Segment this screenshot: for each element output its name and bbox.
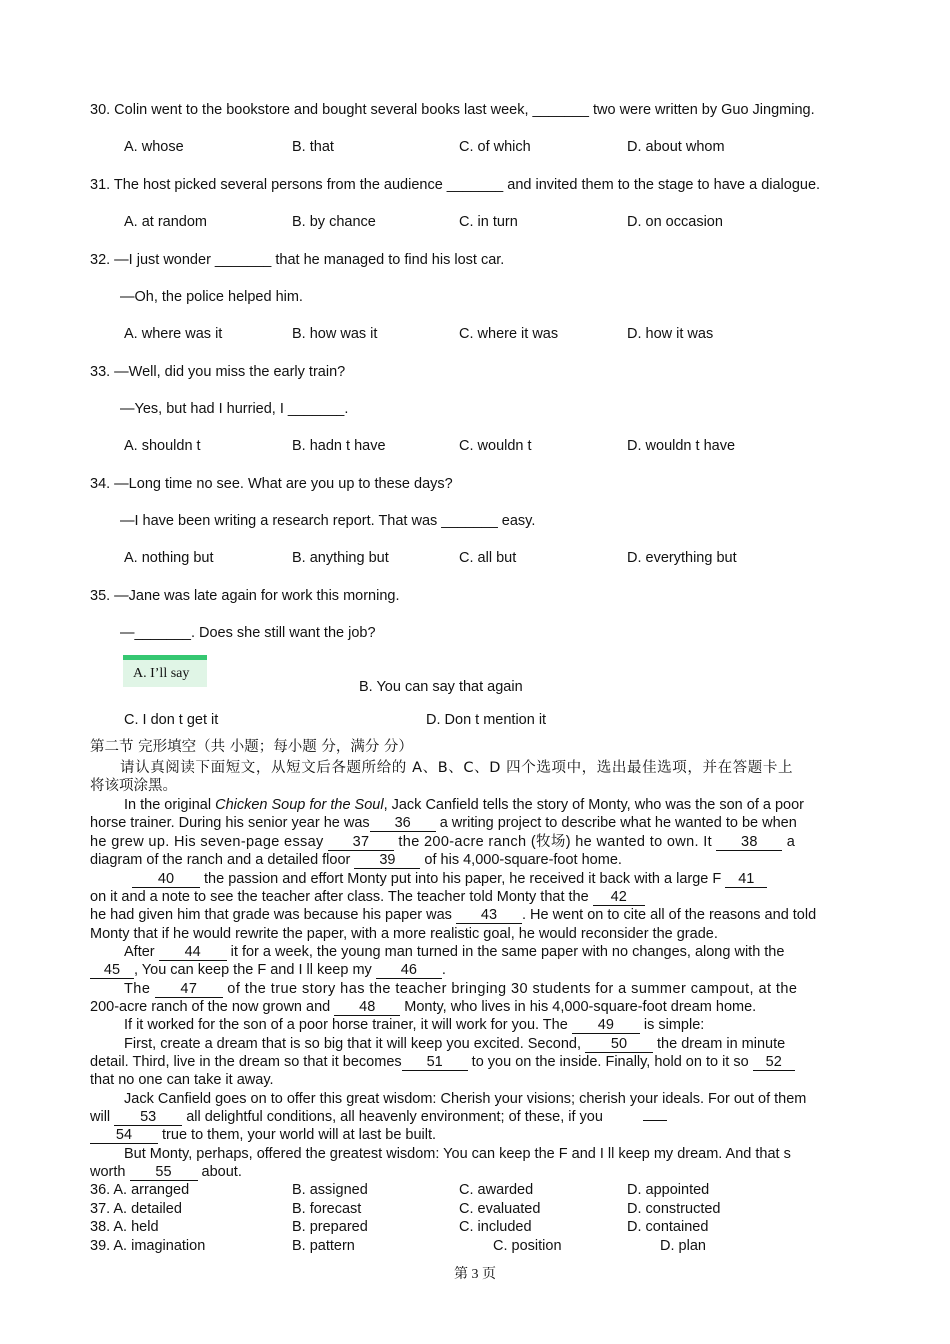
passage-line: he had given him that grade was because his paper was 43 . He went on to cite all of the reasons and told <box>90 907 817 923</box>
q31-stem: 31. The host picked several persons from the audience _______ and invited them to the stage to have a dialogue. <box>90 177 821 193</box>
q33-option-a: A. shouldn t <box>124 438 201 454</box>
q35-option-a: A. I’ll say <box>133 666 190 681</box>
passage-line: diagram of the ranch and a detailed floor 39 of his 4,000-square-foot home. <box>90 852 622 868</box>
blank-55: 55 <box>130 1164 198 1181</box>
q31-option-c: C. in turn <box>459 214 518 230</box>
passage-line: horse trainer. During his senior year he was 36 a writing project to describe what he wanted to be when <box>90 815 797 831</box>
blank-54: 54 <box>90 1127 158 1144</box>
passage-line: 200-acre ranch of the now grown and 48 Monty, who lives in his 4,000-square-foot dream home. <box>90 999 757 1015</box>
passage-line: 40 the passion and effort Monty put into his paper, he received it back with a large F 41 <box>132 870 767 888</box>
q30-option-c: C. of which <box>459 139 531 155</box>
page-number: 第 3 页 <box>454 1267 496 1282</box>
q32-option-c: C. where it was <box>459 326 559 342</box>
blank-43: 43 <box>456 907 522 924</box>
blank-53: 53 <box>114 1109 182 1126</box>
q32-stem: 32. —I just wonder _______ that he managed to find his lost car. <box>90 252 505 268</box>
passage-line: If it worked for the son of a poor horse trainer, it will work for you. The 49 is simple: <box>124 1017 705 1033</box>
blank-40: 40 <box>132 871 200 888</box>
blank-41: 41 <box>725 871 767 888</box>
q35-option-d: D. Don t mention it <box>426 712 547 728</box>
answer-36-c: C. awarded <box>459 1182 534 1198</box>
answer-36-a: 36. A. arranged <box>90 1182 190 1198</box>
q30-option-b: B. that <box>292 139 334 155</box>
q34-stem: 34. —Long time no see. What are you up to these days? <box>90 476 453 492</box>
blank-53-tail <box>643 1120 667 1121</box>
q32-option-b: B. how was it <box>292 326 378 342</box>
q32-option-d: D. how it was <box>627 326 714 342</box>
q35-reply: —_______. Does she still want the job? <box>120 625 376 641</box>
q34-option-b: B. anything but <box>292 550 389 566</box>
answer-38-b: B. prepared <box>292 1219 368 1235</box>
blank-47: 47 <box>155 981 223 998</box>
answer-39-a: 39. A. imagination <box>90 1238 206 1254</box>
q33-stem: 33. —Well, did you miss the early train? <box>90 364 346 380</box>
q30-option-a: A. whose <box>124 139 184 155</box>
blank-51: 51 <box>402 1054 468 1071</box>
q33-option-b: B. hadn t have <box>292 438 386 454</box>
q32-option-a: A. where was it <box>124 326 223 342</box>
passage-line: Jack Canfield goes on to offer this great wisdom: Cherish your visions; cherish your ideals. For out of them <box>124 1091 807 1107</box>
blank-48: 48 <box>334 999 400 1016</box>
passage-line: 45 , You can keep the F and I ll keep my 46 . <box>90 961 446 979</box>
blank-49: 49 <box>572 1017 640 1034</box>
blank-52: 52 <box>753 1054 795 1071</box>
passage-line: But Monty, perhaps, offered the greatest wisdom: You can keep the F and I ll keep my dream. And that s <box>124 1146 791 1162</box>
q33-option-c: C. wouldn t <box>459 438 532 454</box>
passage-line: First, create a dream that is so big that it will keep you excited. Second, 50 the dream in minute <box>124 1036 786 1052</box>
blank-36: 36 <box>370 815 436 832</box>
blank-46: 46 <box>376 962 442 979</box>
q31-option-b: B. by chance <box>292 214 376 230</box>
passage-line: he grew up. His seven-page essay 37 the 200-acre ranch (牧场) he wanted to own. It 38 a <box>90 834 796 850</box>
answer-38-c: C. included <box>459 1219 532 1235</box>
q30-option-d: D. about whom <box>627 139 725 155</box>
blank-44: 44 <box>159 944 227 961</box>
section-heading: 第二节 完形填空（共 小题；每小题 分，满分 分） <box>90 739 413 755</box>
answer-37-a: 37. A. detailed <box>90 1201 182 1217</box>
passage-line: that no one can take it away. <box>90 1072 274 1088</box>
answer-39-d: D. plan <box>660 1238 706 1254</box>
answer-37-b: B. forecast <box>292 1201 362 1217</box>
passage-line: Monty that if he would rewrite the paper, with a more realistic goal, he would reconsider the grade. <box>90 926 718 942</box>
q34-option-c: C. all but <box>459 550 517 566</box>
answer-36-b: B. assigned <box>292 1182 368 1198</box>
passage-line: will 53 all delightful conditions, all heavenly environment; of these, if you <box>90 1108 667 1126</box>
answer-38-d: D. contained <box>627 1219 709 1235</box>
passage-line: on it and a note to see the teacher after class. The teacher told Monty that the 42 <box>90 888 645 906</box>
q30-stem: 30. Colin went to the bookstore and bought several books last week, _______ two were written by Guo Jingming. <box>90 102 815 118</box>
blank-45: 45 <box>90 962 134 979</box>
blank-37: 37 <box>328 834 394 851</box>
blank-50: 50 <box>585 1036 653 1053</box>
passage-line: In the original Chicken Soup for the Soul, Jack Canfield tells the story of Monty, who was the son of a poor <box>124 797 804 813</box>
answer-39-b: B. pattern <box>292 1238 355 1254</box>
blank-39: 39 <box>354 852 420 869</box>
passage-line: worth 55 about. <box>90 1164 242 1180</box>
q34-option-d: D. everything but <box>627 550 737 566</box>
section-instruction-line2: 将该项涂黑。 <box>90 778 177 794</box>
section-instruction-line1: 请认真阅读下面短文，从短文后各题所给的 A、B、C、D 四个选项中，选出最佳选项，并在答题卡上 <box>120 760 794 776</box>
q35-stem: 35. —Jane was late again for work this morning. <box>90 588 400 604</box>
q35-option-b: B. You can say that again <box>359 679 523 695</box>
answer-37-d: D. constructed <box>627 1201 721 1217</box>
answer-37-c: C. evaluated <box>459 1201 541 1217</box>
answer-38-a: 38. A. held <box>90 1219 159 1235</box>
passage-line: The 47 of the true story has the teacher bringing 30 students for a summer campout, at the <box>124 981 798 997</box>
q33-option-d: D. wouldn t have <box>627 438 736 454</box>
q34-option-a: A. nothing but <box>124 550 214 566</box>
passage-line: 54 true to them, your world will at last be built. <box>90 1126 436 1144</box>
answer-39-c: C. position <box>493 1238 562 1254</box>
q34-reply: —I have been writing a research report. That was _______ easy. <box>120 513 536 529</box>
book-title: Chicken Soup for the Soul <box>215 797 384 813</box>
q35-option-c: C. I don t get it <box>124 712 219 728</box>
blank-42: 42 <box>593 889 645 906</box>
q32-reply: —Oh, the police helped him. <box>120 289 303 305</box>
q33-reply: —Yes, but had I hurried, I _______. <box>120 401 349 417</box>
blank-38: 38 <box>716 834 782 851</box>
q31-option-a: A. at random <box>124 214 208 230</box>
answer-36-d: D. appointed <box>627 1182 710 1198</box>
passage-line: After 44 it for a week, the young man turned in the same paper with no changes, along with the <box>124 944 785 960</box>
q31-option-d: D. on occasion <box>627 214 723 230</box>
q35-option-a-highlight <box>123 655 207 687</box>
passage-line: detail. Third, live in the dream so that it becomes 51 to you on the inside. Finally, hold on to it so 52 <box>90 1053 795 1071</box>
